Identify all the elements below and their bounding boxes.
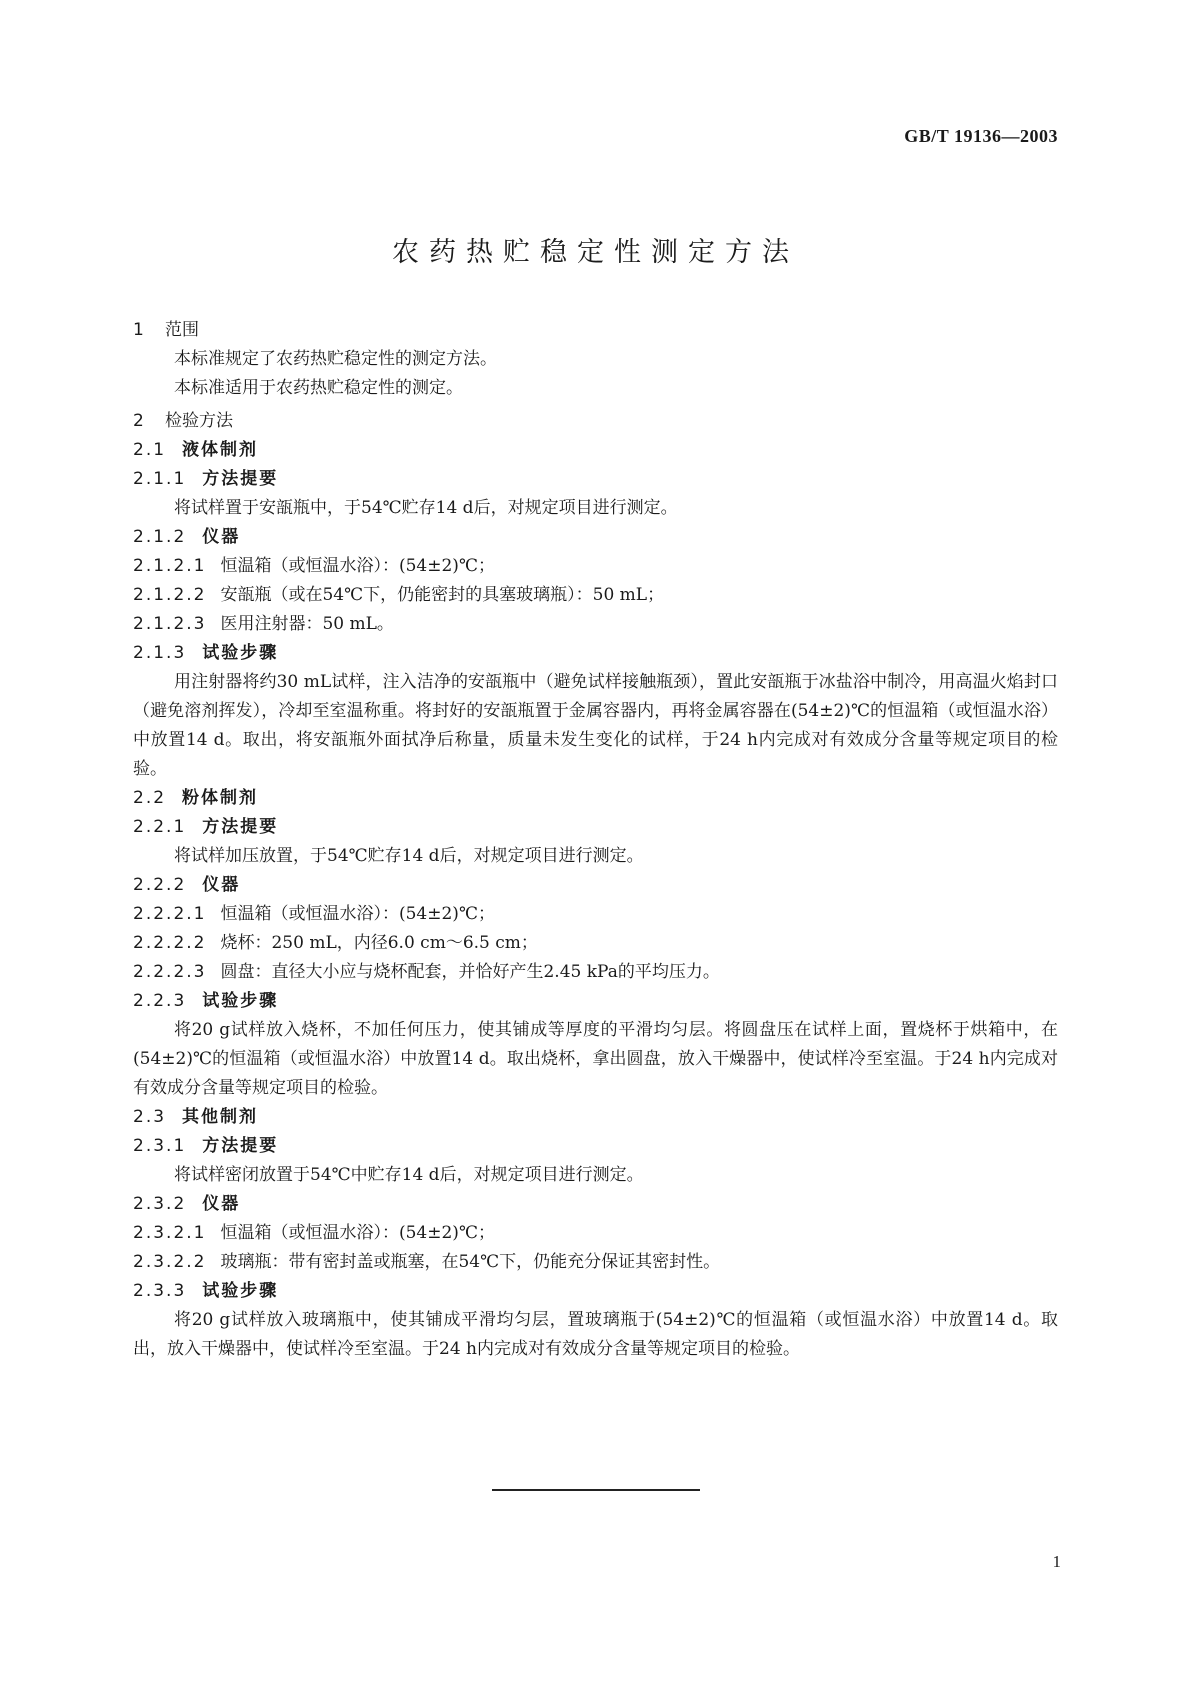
page-number: 1 <box>1052 1552 1061 1571</box>
subsection-heading <box>133 436 1058 465</box>
subsection-title: 仪器 <box>202 875 241 895</box>
item-text: 圆盘：直径大小应与烧杯配套，并恰好产生2.45 kPa的平均压力。 <box>220 962 720 982</box>
item-number: 2.3.2.1 <box>133 1223 207 1243</box>
item-text: 安瓿瓶（或在54℃下，仍能密封的具塞玻璃瓶）：50 mL； <box>220 585 665 605</box>
standard-code: GB/T 19136—2003 <box>904 126 1058 146</box>
subsection-number: 2.3.3 <box>133 1281 187 1301</box>
subsection-number: 2.2.3 <box>133 991 187 1011</box>
subsection-title: 试验步骤 <box>202 991 279 1011</box>
subsection-number: 2.3.2 <box>133 1194 187 1214</box>
subsection-number: 2.2.1 <box>133 817 187 837</box>
subsection-heading <box>133 465 1058 494</box>
item-number: 2.1.2.3 <box>133 614 207 634</box>
subsection-number: 2.1.2 <box>133 527 187 547</box>
subsection-title: 方法提要 <box>202 817 279 837</box>
list-item <box>133 958 1058 987</box>
item-number: 2.3.2.2 <box>133 1252 207 1272</box>
item-number: 2.2.2.3 <box>133 962 207 982</box>
paragraph: 将试样加压放置，于54℃贮存14 d后，对规定项目进行测定。 <box>174 846 644 866</box>
subsection-heading <box>133 1277 1058 1306</box>
section-heading <box>133 407 1058 436</box>
subsection-title: 方法提要 <box>202 469 279 489</box>
item-text: 烧杯：250 mL，内径6.0 cm～6.5 cm； <box>220 933 538 953</box>
list-item <box>133 929 1058 958</box>
item-number: 2.2.2.2 <box>133 933 207 953</box>
section-number: 2 <box>133 411 144 431</box>
section-title: 检验方法 <box>165 411 233 431</box>
subsection-title: 试验步骤 <box>202 643 279 663</box>
item-number: 2.1.2.1 <box>133 556 207 576</box>
paragraph: 将20 g试样放入玻璃瓶中，使其铺成平滑均匀层，置玻璃瓶于(54±2)℃的恒温箱（或恒温水浴）中放置14 d。取出，放入干燥器中，使试样冷至室温。于24 h内完成对有效成分含量等规定项目的检验。 <box>133 1310 1058 1359</box>
subsection-title: 仪器 <box>202 1194 241 1214</box>
subsection-number: 2.2 <box>133 788 167 808</box>
subsection-heading <box>133 987 1058 1016</box>
list-item <box>133 1248 1058 1277</box>
subsection-title: 液体制剂 <box>182 440 259 460</box>
list-item <box>133 552 1058 581</box>
list-item <box>133 610 1058 639</box>
list-item <box>133 581 1058 610</box>
list-item <box>133 900 1058 929</box>
item-text: 恒温箱（或恒温水浴）：(54±2)℃； <box>220 904 495 924</box>
item-text: 恒温箱（或恒温水浴）：(54±2)℃； <box>220 1223 495 1243</box>
paragraph: 将试样密闭放置于54℃中贮存14 d后，对规定项目进行测定。 <box>174 1165 644 1185</box>
subsection-number: 2.1.1 <box>133 469 187 489</box>
subsection-heading <box>133 784 1058 813</box>
section-heading <box>133 316 1058 345</box>
subsection-title: 方法提要 <box>202 1136 279 1156</box>
subsection-title: 其他制剂 <box>182 1107 259 1127</box>
subsection-heading <box>133 871 1058 900</box>
section-number: 1 <box>133 320 144 340</box>
item-number: 2.1.2.2 <box>133 585 207 605</box>
list-item <box>133 1219 1058 1248</box>
subsection-number: 2.2.2 <box>133 875 187 895</box>
item-number: 2.2.2.1 <box>133 904 207 924</box>
item-text: 玻璃瓶：带有密封盖或瓶塞，在54℃下，仍能充分保证其密封性。 <box>220 1252 721 1272</box>
subsection-heading <box>133 639 1058 668</box>
subsection-heading <box>133 813 1058 842</box>
paragraph: 本标准规定了农药热贮稳定性的测定方法。 <box>174 349 497 369</box>
section-title: 范围 <box>165 320 199 340</box>
subsection-number: 2.3.1 <box>133 1136 187 1156</box>
paragraph: 将20 g试样放入烧杯，不加任何压力，使其铺成等厚度的平滑均匀层。将圆盘压在试样上面，置烧杯于烘箱中，在(54±2)℃的恒温箱（或恒温水浴）中放置14 d。取出烧杯，拿出圆盘，放入干燥器中，使试样冷至室温。于24 h内完成对有效成分含量等规定项目的检验。 <box>133 1020 1058 1098</box>
item-text: 医用注射器：50 mL。 <box>220 614 394 634</box>
paragraph: 用注射器将约30 mL试样，注入洁净的安瓿瓶中（避免试样接触瓶颈），置此安瓿瓶于冰盐浴中制冷，用高温火焰封口（避免溶剂挥发），冷却至室温称重。将封好的安瓿瓶置于金属容器内，再将金属容器在(54±2)℃的恒温箱（或恒温水浴）中放置14 d。取出，将安瓿瓶外面拭净后称量，质量未发生变化的试样，于24 h内完成对有效成分含量等规定项目的检验。 <box>133 672 1058 779</box>
subsection-title: 仪器 <box>202 527 241 547</box>
subsection-title: 粉体制剂 <box>182 788 259 808</box>
subsection-heading <box>133 523 1058 552</box>
paragraph: 本标准适用于农药热贮稳定性的测定。 <box>174 378 463 398</box>
document-body <box>133 316 1058 1364</box>
paragraph: 将试样置于安瓿瓶中，于54℃贮存14 d后，对规定项目进行测定。 <box>174 498 678 518</box>
subsection-title: 试验步骤 <box>202 1281 279 1301</box>
subsection-number: 2.1 <box>133 440 167 460</box>
subsection-number: 2.3 <box>133 1107 167 1127</box>
subsection-heading <box>133 1132 1058 1161</box>
subsection-number: 2.1.3 <box>133 643 187 663</box>
subsection-heading <box>133 1103 1058 1132</box>
end-rule <box>492 1489 700 1491</box>
subsection-heading <box>133 1190 1058 1219</box>
item-text: 恒温箱（或恒温水浴）：(54±2)℃； <box>220 556 495 576</box>
document-title: 农药热贮稳定性测定方法 <box>392 237 799 268</box>
